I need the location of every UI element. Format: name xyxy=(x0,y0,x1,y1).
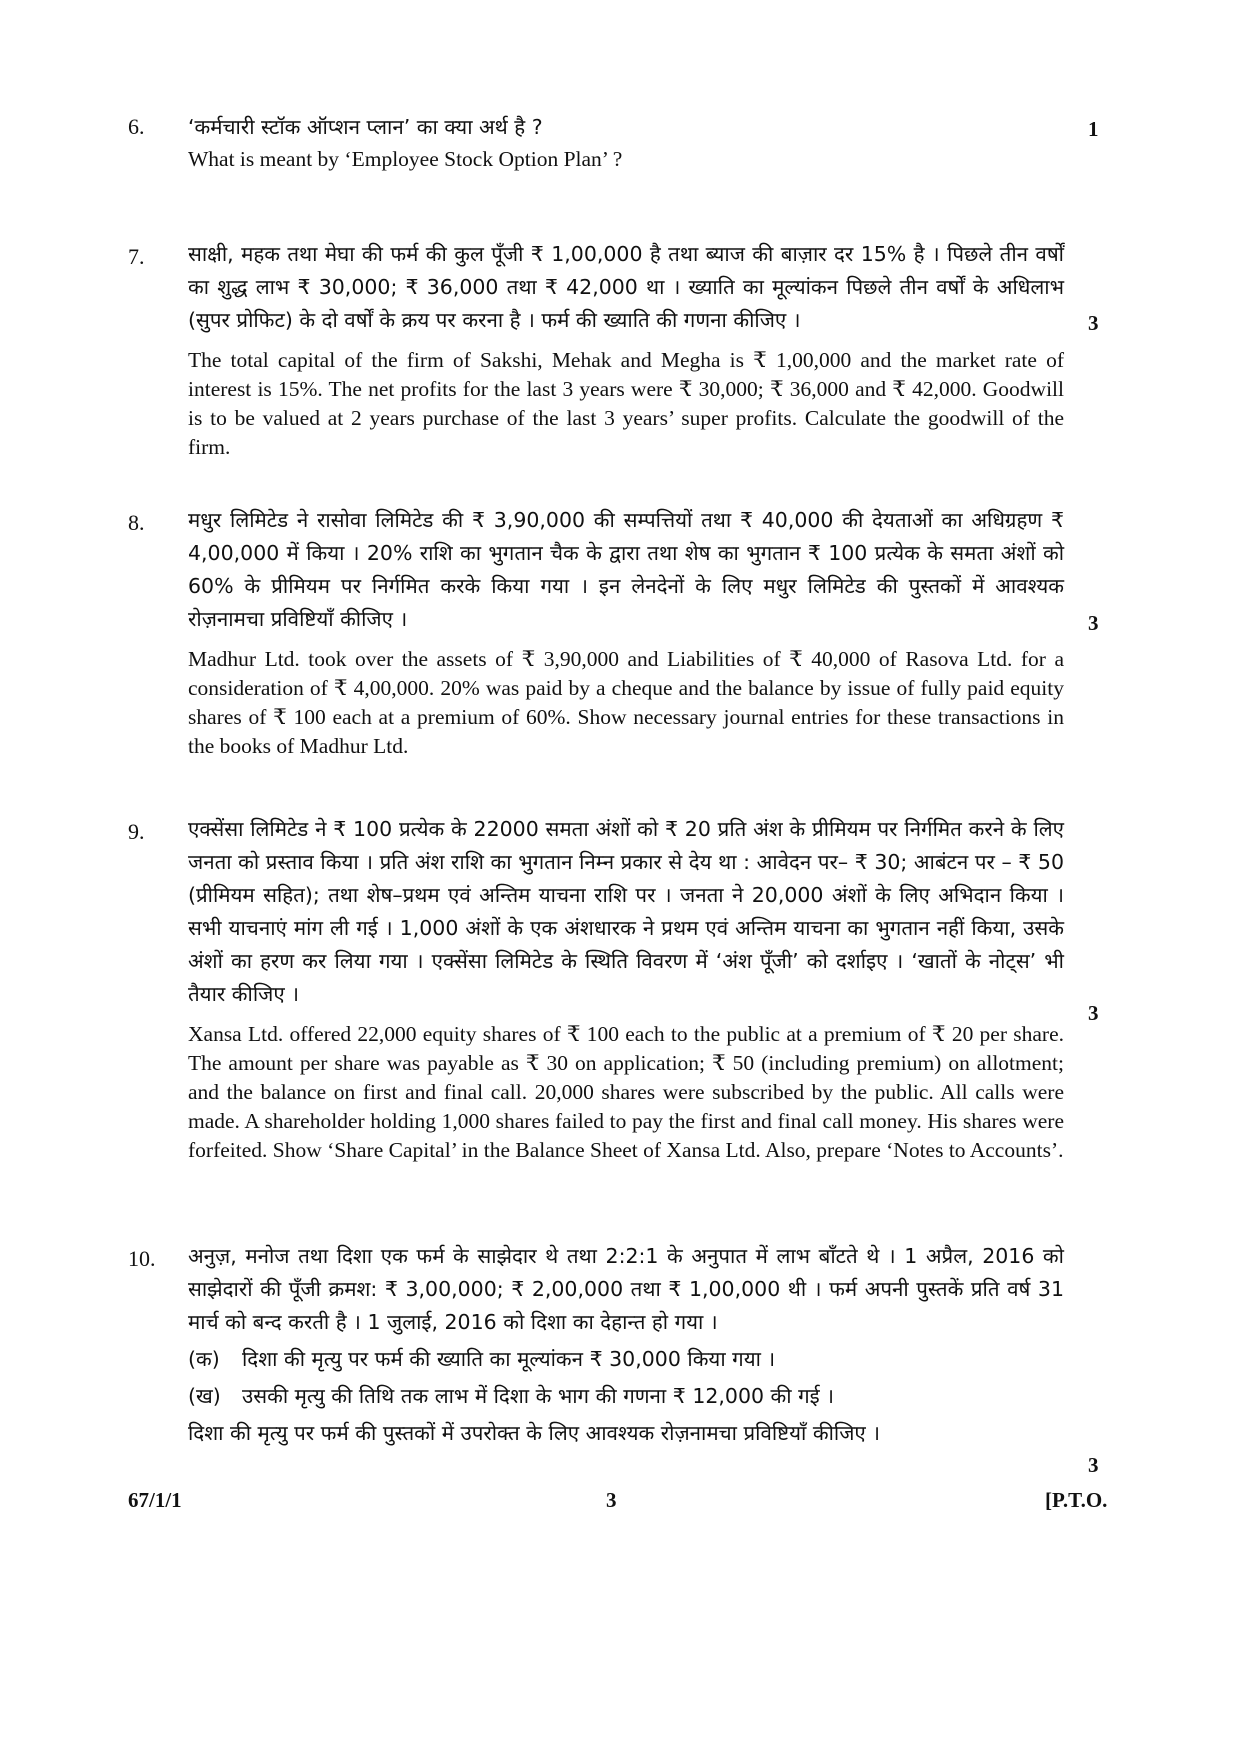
marks: 3 xyxy=(1088,1453,1099,1477)
question-hindi-text: मधुर लिमिटेड ने रासोवा लिमिटेड की ₹ 3,90,000 की सम्पत्तियों तथा ₹ 40,000 की देयताओं का अधिग्रहण ₹ 4,00,000 में किया । 20% राशि का भुगतान चैक के द्वारा तथा शेष का भुगतान ₹ 100 प्रत्येक के समता अंशों को 60% के प्रीमियम पर निर्गमित करके किया गया । इन लेनदेनों के लिए मधुर लिमिटेड की पुस्तकों में आवश्यक रोज़नामचा प्रविष्टियाँ कीजिए । xyxy=(188,508,1064,631)
sub-part-text: दिशा की मृत्यु पर फर्म की ख्याति का मूल्यांकन ₹ 30,000 किया गया । xyxy=(242,1347,776,1371)
marks: 3 xyxy=(1088,311,1099,335)
marks: 1 xyxy=(1088,117,1099,141)
page-number: 3 xyxy=(606,1488,617,1512)
sub-part-label: (क) xyxy=(188,1347,220,1371)
question-number: 9. xyxy=(128,819,145,844)
pto-marker: [P.T.O. xyxy=(1045,1488,1108,1512)
question-number: 10. xyxy=(128,1246,156,1271)
question-number: 8. xyxy=(128,510,145,535)
question-hindi-text: अनुज़, मनोज तथा दिशा एक फर्म के साझेदार थे तथा 2:2:1 के अनुपात में लाभ बाँटते थे । 1 अप्रैल, 2016 को साझेदारों की पूँजी क्रमश: ₹ 3,00,000; ₹ 2,00,000 तथा ₹ 1,00,000 थी । फर्म अपनी पुस्तकें प्रति वर्ष 31 मार्च को बन्द करती है । 1 जुलाई, 2016 को दिशा का देहान्त हो गया । xyxy=(188,1244,1064,1334)
sub-part-text: उसकी मृत्यु की तिथि तक लाभ में दिशा के भाग की गणना ₹ 12,000 की गई । xyxy=(242,1384,835,1408)
marks: 3 xyxy=(1088,1001,1099,1025)
question-english-text: Madhur Ltd. took over the assets of ₹ 3,90,000 and Liabilities of ₹ 40,000 of Rasova Ltd. for a consideration of ₹ 4,00,000. 20% was paid by a cheque and the balance by issue of fully paid equity shares of ₹ 100 each at a premium of 60%. Show necessary journal entries for these transactions in the books of Madhur Ltd. xyxy=(188,647,1064,758)
question-hindi-text: एक्सेंसा लिमिटेड ने ₹ 100 प्रत्येक के 22000 समता अंशों को ₹ 20 प्रति अंश के प्रीमियम पर निर्गमित करने के लिए जनता को प्रस्ताव किया । प्रति अंश राशि का भुगतान निम्न प्रकार से देय था : आवेदन पर– ₹ 30; आबंटन पर – ₹ 50 (प्रीमियम सहित); तथा शेष–प्रथम एवं अन्तिम याचना राशि पर । जनता ने 20,000 अंशों के लिए अभिदान किया । सभी याचनाएं मांग ली गई । 1,000 अंशों के एक अंशधारक ने प्रथम एवं अन्तिम याचना का भुगतान नहीं किया, उसके अंशों का हरण कर लिया गया । एक्सेंसा लिमिटेड के स्थिति विवरण में ‘अंश पूँजी’ को दर्शाइए । ‘खातों के नोट्स’ भी तैयार कीजिए । xyxy=(188,817,1064,1006)
question-number: 7. xyxy=(128,244,145,269)
question-english-text: Xansa Ltd. offered 22,000 equity shares of ₹ 100 each to the public at a premium of ₹ 20 per share. The amount per share was payable as ₹ 30 on application; ₹ 50 (including premium) on allotment; and the balance on first and final call. 20,000 shares were subscribed by the public. All calls were made. A shareholder holding 1,000 shares failed to pay the first and final call money. His shares were forfeited. Show ‘Share Capital’ in the Balance Sheet of Xansa Ltd. Also, prepare ‘Notes to Accounts’. xyxy=(188,1022,1064,1162)
sub-part-label: (ख) xyxy=(188,1384,221,1408)
question-hindi-text: साक्षी, महक तथा मेघा की फर्म की कुल पूँजी ₹ 1,00,000 है तथा ब्याज की बाज़ार दर 15% है । पिछले तीन वर्षों का शुद्ध लाभ ₹ 30,000; ₹ 36,000 तथा ₹ 42,000 था । ख्याति का मूल्यांकन पिछले तीन वर्षों के अधिलाभ (सुपर प्रोफिट) के दो वर्षों के क्रय पर करना है । फर्म की ख्याति की गणना कीजिए । xyxy=(188,242,1064,332)
question-english-text: The total capital of the firm of Sakshi, Mehak and Megha is ₹ 1,00,000 and the market rate of interest is 15%. The net profits for the last 3 years were ₹ 30,000; ₹ 36,000 and ₹ 42,000. Goodwill is to be valued at 2 years purchase of the last 3 years’ super profits. Calculate the goodwill of the firm. xyxy=(188,348,1064,459)
sub-part-a xyxy=(188,1343,1064,1376)
question-number: 6. xyxy=(128,114,145,139)
question-english-text: What is meant by ‘Employee Stock Option Plan’ ? xyxy=(188,147,623,171)
question-closing-text: दिशा की मृत्यु पर फर्म की पुस्तकों में उपरोक्त के लिए आवश्यक रोज़नामचा प्रविष्टियाँ कीजिए । xyxy=(188,1421,881,1445)
sub-part-b xyxy=(188,1380,1064,1413)
marks: 3 xyxy=(1088,611,1099,635)
paper-code: 67/1/1 xyxy=(128,1488,182,1512)
question-hindi-text: ‘कर्मचारी स्टॉक ऑप्शन प्लान’ का क्या अर्थ है ? xyxy=(188,115,543,139)
